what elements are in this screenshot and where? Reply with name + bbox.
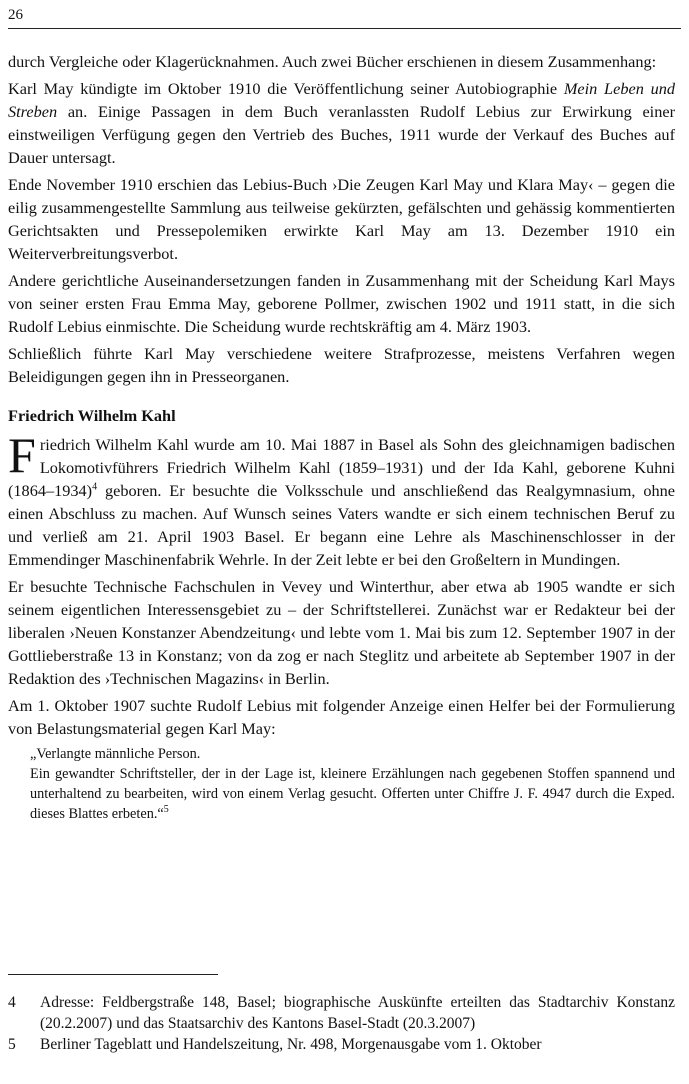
footnote-text: Adresse: Feldbergstraße 148, Basel; biographische Auskünfte erteilten das Stadtarchiv Konstanz (20.2.2007) und das Staatsarchiv des Kantons Basel-Stadt (20.3.2007) — [40, 994, 675, 1032]
footnote-4 — [8, 992, 675, 1034]
quote-line-1: „Verlangte männliche Person. — [30, 746, 201, 762]
quote-line-2 — [30, 764, 675, 824]
paragraph-1: durch Vergleiche oder Klagerücknahmen. Auch zwei Bücher erschienen in diesem Zusammenhang: — [8, 52, 657, 71]
footnote-text: Berliner Tageblatt und Handelszeitung, Nr. 498, Morgenausgabe vom 1. Oktober — [40, 1036, 542, 1053]
paragraph-kahl-3: Am 1. Oktober 1907 suchte Rudolf Lebius mit folgender Anzeige einen Helfer bei der Formulierung von Belastungsmaterial gegen Karl May: — [8, 696, 675, 738]
paragraph-kahl-2: Er besuchte Technische Fachschulen in Vevey und Winterthur, aber etwa ab 1905 wandte er sich seinem eigentlichen Interessensgebiet zu – der Schriftstellerei. Zunächst war er Redakteur bei der liberalen ›Neuen Konstanzer Abendzeitung‹ und lebte vom 1. Mai bis zum 12. September 1907 in der Gottlieberstraße 13 in Konstanz; von da zog er nach Steglitz und arbeitete ab September 1907 in der Redaktion des ›Technischen Magazins‹ in Berlin. — [8, 577, 675, 688]
intro-text-a: riedrich Wilhelm Kahl wurde am 10. Mai 1887 in Basel als Sohn des gleichnamigen badischen Lokomotivführers Friedrich Wilhelm Kahl (1859–1931) und der Ida Kahl, geborene Kuhni (1864–1934) — [8, 435, 675, 500]
paragraph-4: Andere gerichtliche Auseinandersetzungen fanden in Zusammenhang mit der Scheidung Karl Mays von seiner ersten Frau Emma May, geborene Pollmer, zwischen 1902 und 1911 statt, in die sich Rudolf Lebius einmischte. Die Scheidung wurde rechtskräftig am 4. März 1903. — [8, 271, 675, 336]
drop-cap: F — [8, 427, 36, 483]
footnote-rule — [8, 974, 218, 975]
footnote-ref-5: 5 — [163, 804, 169, 816]
quote-text: Ein gewandter Schriftsteller, der in der Lage ist, kleinere Erzählungen nach gegebenen Stoffen spannend und unterhaltend zu bearbeiten, wird von einem Verlag gesucht. Offerten unter Chiffre J. F. 4947 durch die Exped. dieses Blattes erbeten.“ — [30, 766, 675, 822]
book-title: Mein Leben und Streben — [8, 79, 675, 121]
footnote-number: 4 — [8, 994, 16, 1011]
main-text — [8, 50, 675, 824]
footnote-ref-4: 4 — [92, 481, 98, 493]
block-quote — [30, 744, 675, 824]
paragraph-3: Ende November 1910 erschien das Lebius-Buch ›Die Zeugen Karl May und Klara May‹ – gegen die eilig zusammengestellte Sammlung aus teilweise gekürzten, gefälschten und gehässig kommentierten Gerichtsakten und Pressepolemiken erwirkte Karl May am 13. Dezember 1910 ein Weiterverbreitungsverbot. — [8, 175, 675, 263]
paragraph-5: Schließlich führte Karl May verschiedene weitere Strafprozesse, meistens Verfahren wegen Beleidigungen gegen ihn in Presseorganen. — [8, 344, 675, 386]
footnote-number: 5 — [8, 1036, 16, 1053]
section-heading: Friedrich Wilhelm Kahl — [8, 406, 176, 425]
footnotes — [8, 992, 675, 1055]
header-rule — [8, 28, 681, 29]
paragraph-2-post: an. Einige Passagen in dem Buch veranlassten Rudolf Lebius zur Erwirkung einer einstweiligen Verfügung gegen den Vertrieb des Buches, 1911 wurde der Verkauf des Buches auf Dauer untersagt. — [8, 102, 675, 167]
intro-text-b: geboren. Er besuchte die Volksschule und anschließend das Realgymnasium, ohne einen Abschluss zu machen. Auf Wunsch seines Vaters wandte er sich einem technischen Beruf zu und verließ am 21. April 1903 Basel. Er begann eine Lehre als Maschinenschlosser in der Emmendinger Maschinenfabrik Wehrle. In der Zeit lebte er bei den Großeltern in Mundingen. — [8, 481, 675, 569]
paragraph-2-pre: Karl May kündigte im Oktober 1910 die Veröffentlichung seiner Autobiographie — [8, 79, 564, 98]
page-number: 26 — [8, 7, 23, 23]
paragraph-kahl-intro — [8, 427, 675, 571]
footnote-5 — [8, 1034, 675, 1055]
paragraph-2 — [8, 77, 675, 169]
